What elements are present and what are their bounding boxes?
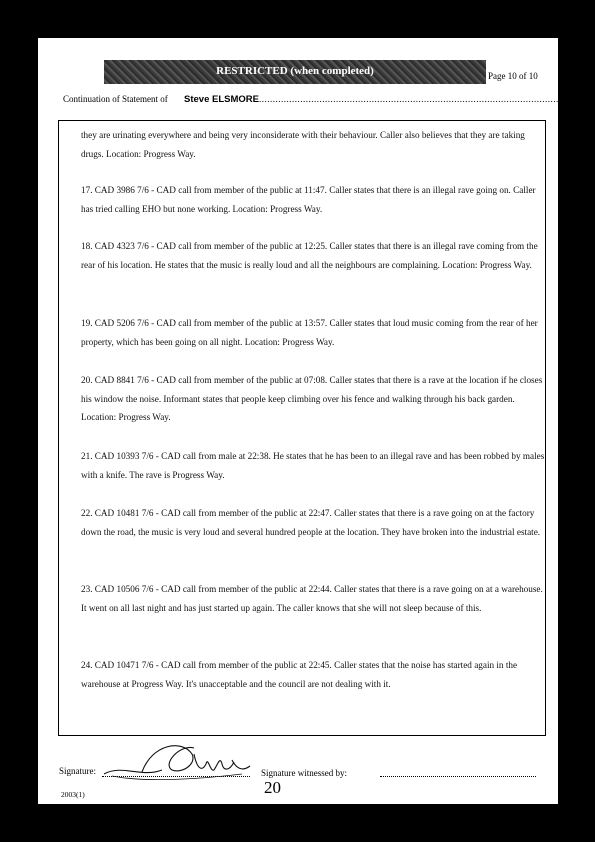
- statement-paragraph: 20. CAD 8841 7/6 - CAD call from member of the public at 07:08. Caller states that there is a rave at the location if he closes his window the noise. Informant states that people keep climbing over his fence and walking through his back garden. Location: Progress Way.: [81, 375, 543, 422]
- restricted-banner: RESTRICTED (when completed): [104, 60, 486, 84]
- continuation-label: Continuation of Statement of: [63, 94, 168, 104]
- statement-paragraph: they are urinating everywhere and being very inconsiderate with their behaviour. Caller also believes that they are taking drugs. Location: Progress Way.: [81, 130, 525, 159]
- witness-line: [380, 776, 536, 777]
- statement-paragraph: 24. CAD 10471 7/6 - CAD call from member of the public at 22:45. Caller states that the noise has started again in the warehouse at Progress Way. It's unacceptable and the council are not dealing with it.: [81, 660, 518, 689]
- statement-paragraph: 18. CAD 4323 7/6 - CAD call from member of the public at 12:25. Caller states that there is an illegal rave coming from the rear of his location. He states that the music is really loud and all the neighbours are complaining. Location: Progress Way.: [81, 241, 538, 270]
- signature-label: Signature:: [59, 766, 96, 776]
- handwritten-signature: [102, 734, 252, 784]
- statement-name: Steve ELSMORE: [184, 94, 259, 105]
- continuation-dots: .............................................................................................................: [258, 94, 559, 104]
- witness-label: Signature witnessed by:: [261, 768, 347, 778]
- form-reference: 2003(1): [61, 790, 85, 799]
- statement-paragraph: 22. CAD 10481 7/6 - CAD call from member of the public at 22:47. Caller states that there is a rave going on at the factory down the road, the music is very loud and several hundred people at the location. They have broken into the industrial estate.: [81, 508, 541, 537]
- statement-paragraph: 19. CAD 5206 7/6 - CAD call from member of the public at 13:57. Caller states that loud music coming from the rear of her property, which has been going on all night. Location: Progress Way.: [81, 318, 538, 347]
- statement-paragraph: 17. CAD 3986 7/6 - CAD call from member of the public at 11:47. Caller states that there is an illegal rave going on. Caller has tried calling EHO but none working. Location: Progress Way.: [81, 185, 536, 214]
- page-number: Page 10 of 10: [488, 71, 538, 81]
- handwritten-page-number: 20: [264, 778, 281, 797]
- continuation-line: [63, 94, 559, 105]
- statement-page: [38, 38, 558, 804]
- statement-paragraph: 23. CAD 10506 7/6 - CAD call from member of the public at 22:44. Caller states that there is a rave going on at a warehouse. It went on all last night and has just started up again. The caller knows that she will not sleep because of this.: [81, 584, 543, 613]
- statement-paragraph: 21. CAD 10393 7/6 - CAD call from male at 22:38. He states that he has been to an illegal rave and has been robbed by males with a knife. The rave is Progress Way.: [81, 451, 545, 480]
